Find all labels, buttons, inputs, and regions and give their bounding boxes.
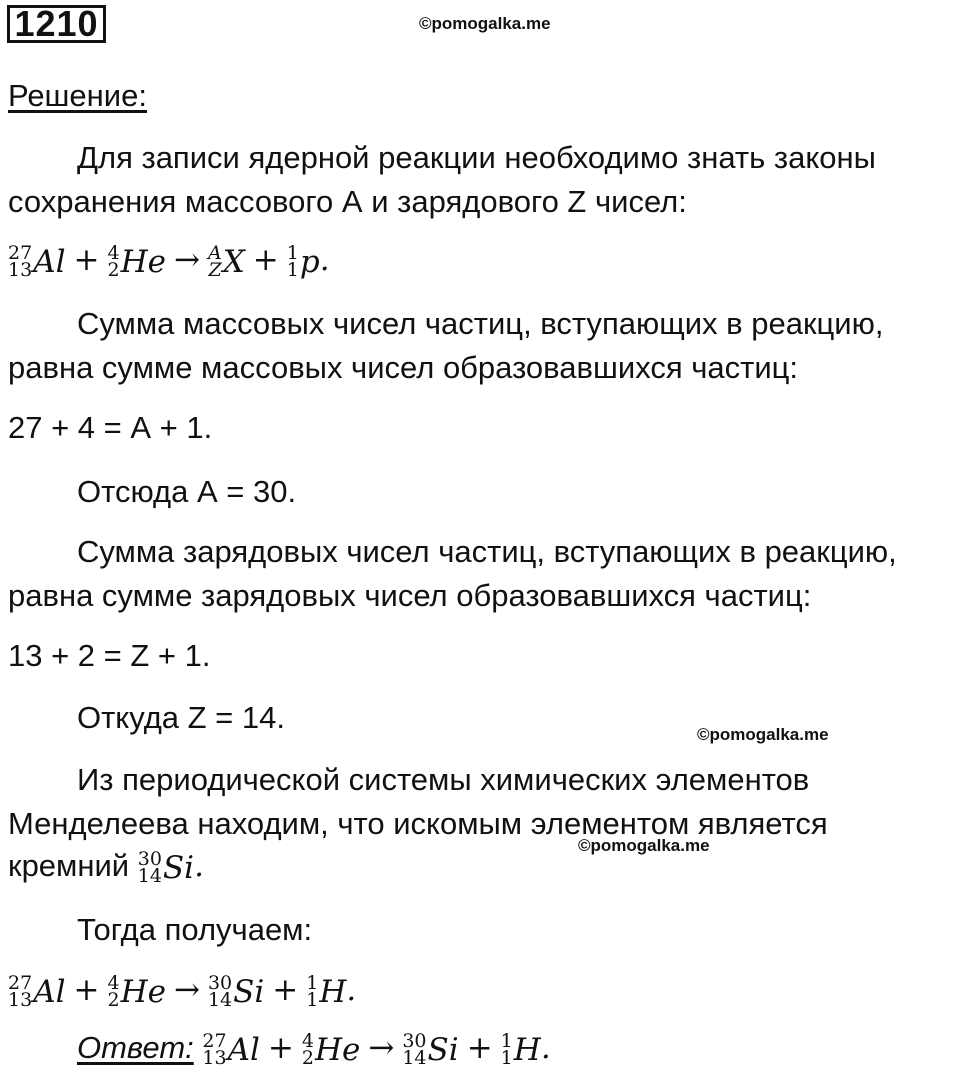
result-a: Отсюда А = 30. bbox=[77, 474, 297, 509]
problem-number: 1210 bbox=[14, 3, 99, 44]
paragraph-4-line-3: кремний 30 14 Si . bbox=[8, 847, 204, 887]
reaction-equation-general: 27 13 Al + 4 2 He → A Z X + 1 1 p . bbox=[8, 241, 330, 281]
paragraph-5: Тогда получаем: bbox=[77, 912, 313, 947]
paragraph-2-line-2: равна сумме массовых чисел образовавшихся частиц: bbox=[8, 350, 799, 385]
watermark-middle: ©pomogalka.me bbox=[697, 725, 829, 744]
nuclide-al: 27 13 Al bbox=[8, 241, 66, 281]
result-z: Откуда Z = 14. bbox=[77, 700, 285, 735]
watermark-lower: ©pomogalka.me bbox=[578, 836, 710, 855]
watermark-top: ©pomogalka.me bbox=[419, 14, 551, 33]
solution-heading: Решение: bbox=[8, 78, 147, 113]
paragraph-4-line-1: Из периодической системы химических элементов bbox=[77, 762, 810, 797]
nuclide-si: 30 14 Si bbox=[137, 847, 195, 887]
paragraph-3-line-2: равна сумме зарядовых чисел образовавшихся частиц: bbox=[8, 578, 812, 613]
charge-equation: 13 + 2 = Z + 1. bbox=[8, 638, 211, 673]
nuclide-x: A Z X bbox=[207, 241, 245, 281]
nuclide-he: 4 2 He bbox=[107, 241, 166, 281]
paragraph-3-line-1: Сумма зарядовых чисел частиц, вступающих в реакцию, bbox=[77, 534, 897, 569]
nuclide-p: 1 1 p bbox=[286, 241, 320, 281]
problem-number-box bbox=[7, 5, 106, 43]
mass-equation: 27 + 4 = А + 1. bbox=[8, 410, 213, 445]
paragraph-1-line-2: сохранения массового А и зарядового Z чисел: bbox=[8, 184, 687, 219]
paragraph-4-line-2: Менделеева находим, что искомым элементом является bbox=[8, 806, 828, 841]
paragraph-2-line-1: Сумма массовых чисел частиц, вступающих в реакцию, bbox=[77, 306, 884, 341]
reaction-equation-final: 27 13 Al + 4 2 He → 30 14 Si + 1 1 H . bbox=[8, 971, 357, 1011]
paragraph-1-line-1: Для записи ядерной реакции необходимо знать законы bbox=[77, 140, 876, 175]
answer-line: Ответ: 27 13 Al + 4 2 He → 30 14 Si + 1 1 H . bbox=[77, 1029, 551, 1069]
answer-label: Ответ: bbox=[77, 1030, 194, 1065]
